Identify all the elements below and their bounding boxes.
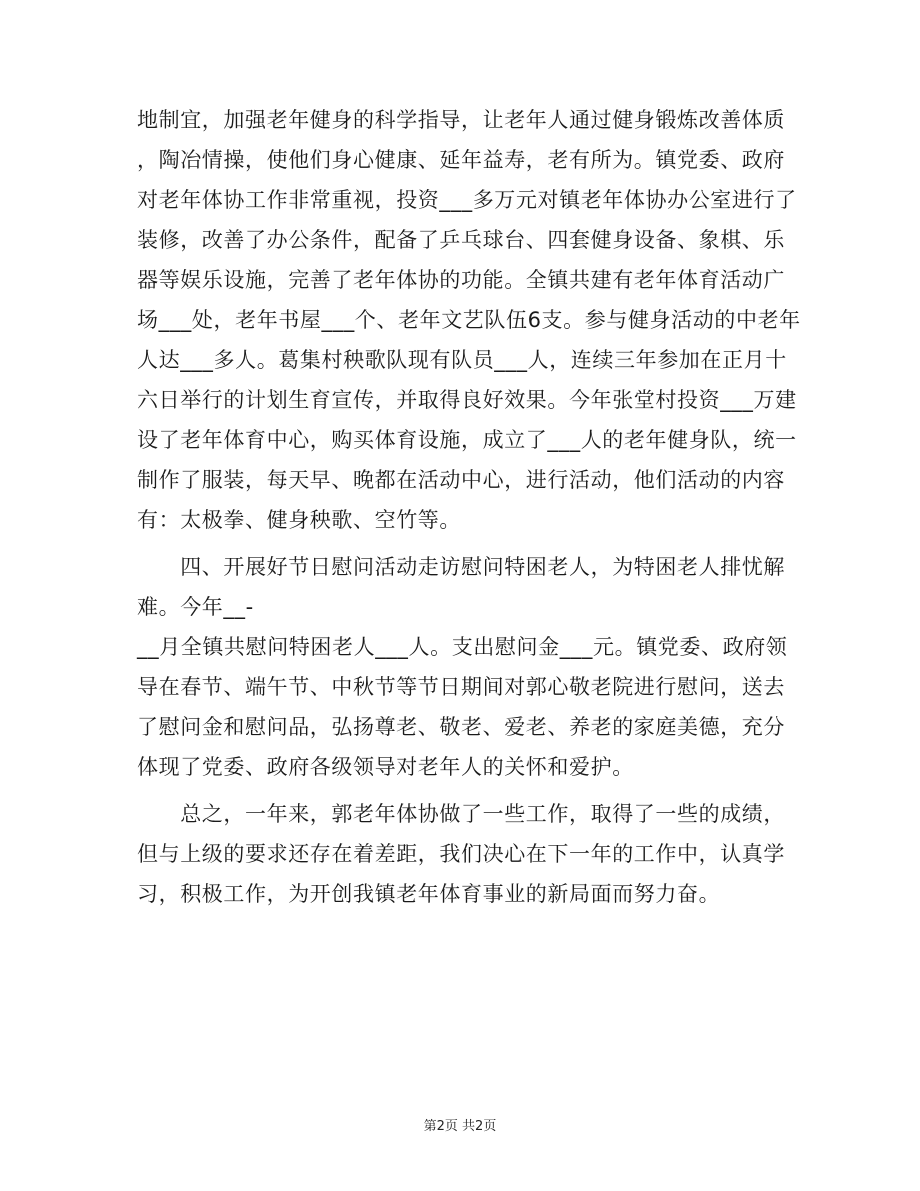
text-line: 总之，一年来，郭老年体协做了一些工作，取得了一些的成绩， bbox=[137, 802, 785, 826]
text-line: 器等娱乐设施，完善了老年体协的功能。全镇共建有老年体育活动广 bbox=[137, 268, 785, 292]
text-line: 体现了党委、政府各级领导对老年人的关怀和爱护。 bbox=[137, 755, 634, 779]
text-line: 导在春节、端午节、中秋节等节日期间对郭心敬老院进行慰问，送去 bbox=[137, 675, 785, 699]
text-line: 四、开展好节日慰问活动走访慰问特困老人，为特困老人排忧解 bbox=[137, 555, 785, 579]
page-number-footer: 第2页 共2页 bbox=[423, 1119, 497, 1134]
text-line: 难。今年__- bbox=[137, 595, 254, 619]
text-line: 六日举行的计划生育宣传，并取得良好效果。今年张堂村投资___万建 bbox=[137, 388, 797, 412]
body-text bbox=[137, 100, 801, 914]
paragraph-gap bbox=[137, 787, 797, 794]
text-line: 制作了服装，每天早、晚都在活动中心，进行活动，他们活动的内容 bbox=[137, 468, 785, 492]
text-line: 对老年体协工作非常重视，投资___多万元对镇老年体协办公室进行了 bbox=[137, 188, 797, 212]
text-line: 设了老年体育中心，购买体育设施，成立了___人的老年健身队，统一 bbox=[137, 428, 797, 452]
text-line: 但与上级的要求还存在着差距，我们决心在下一年的工作中，认真学 bbox=[137, 842, 785, 866]
text-line: 场___处，老年书屋___个、老年文艺队伍6支。参与健身活动的中老年 bbox=[137, 308, 801, 332]
text-line: 人达___多人。葛集村秧歌队现有队员___人，连续三年参加在正月十 bbox=[137, 348, 787, 372]
paragraph-gap bbox=[137, 540, 797, 547]
text-line: 了慰问金和慰问品，弘扬尊老、敬老、爱老、养老的家庭美德，充分 bbox=[137, 715, 785, 739]
text-line: 有：太极拳、健身秧歌、空竹等。 bbox=[137, 508, 461, 532]
text-line: 习，积极工作，为开创我镇老年体育事业的新局面而努力奋。 bbox=[137, 882, 721, 906]
text-line: __月全镇共慰问特困老人___人。支出慰问金___元。镇党委、政府领 bbox=[137, 635, 788, 659]
text-line: 地制宜，加强老年健身的科学指导，让老年人通过健身锻炼改善体质 bbox=[137, 108, 785, 132]
text-line: 装修，改善了办公条件，配备了乒乓球台、四套健身设备、象棋、乐 bbox=[137, 228, 785, 252]
text-line: ，陶冶情操，使他们身心健康、延年益寿，老有所为。镇党委、政府 bbox=[137, 148, 785, 172]
